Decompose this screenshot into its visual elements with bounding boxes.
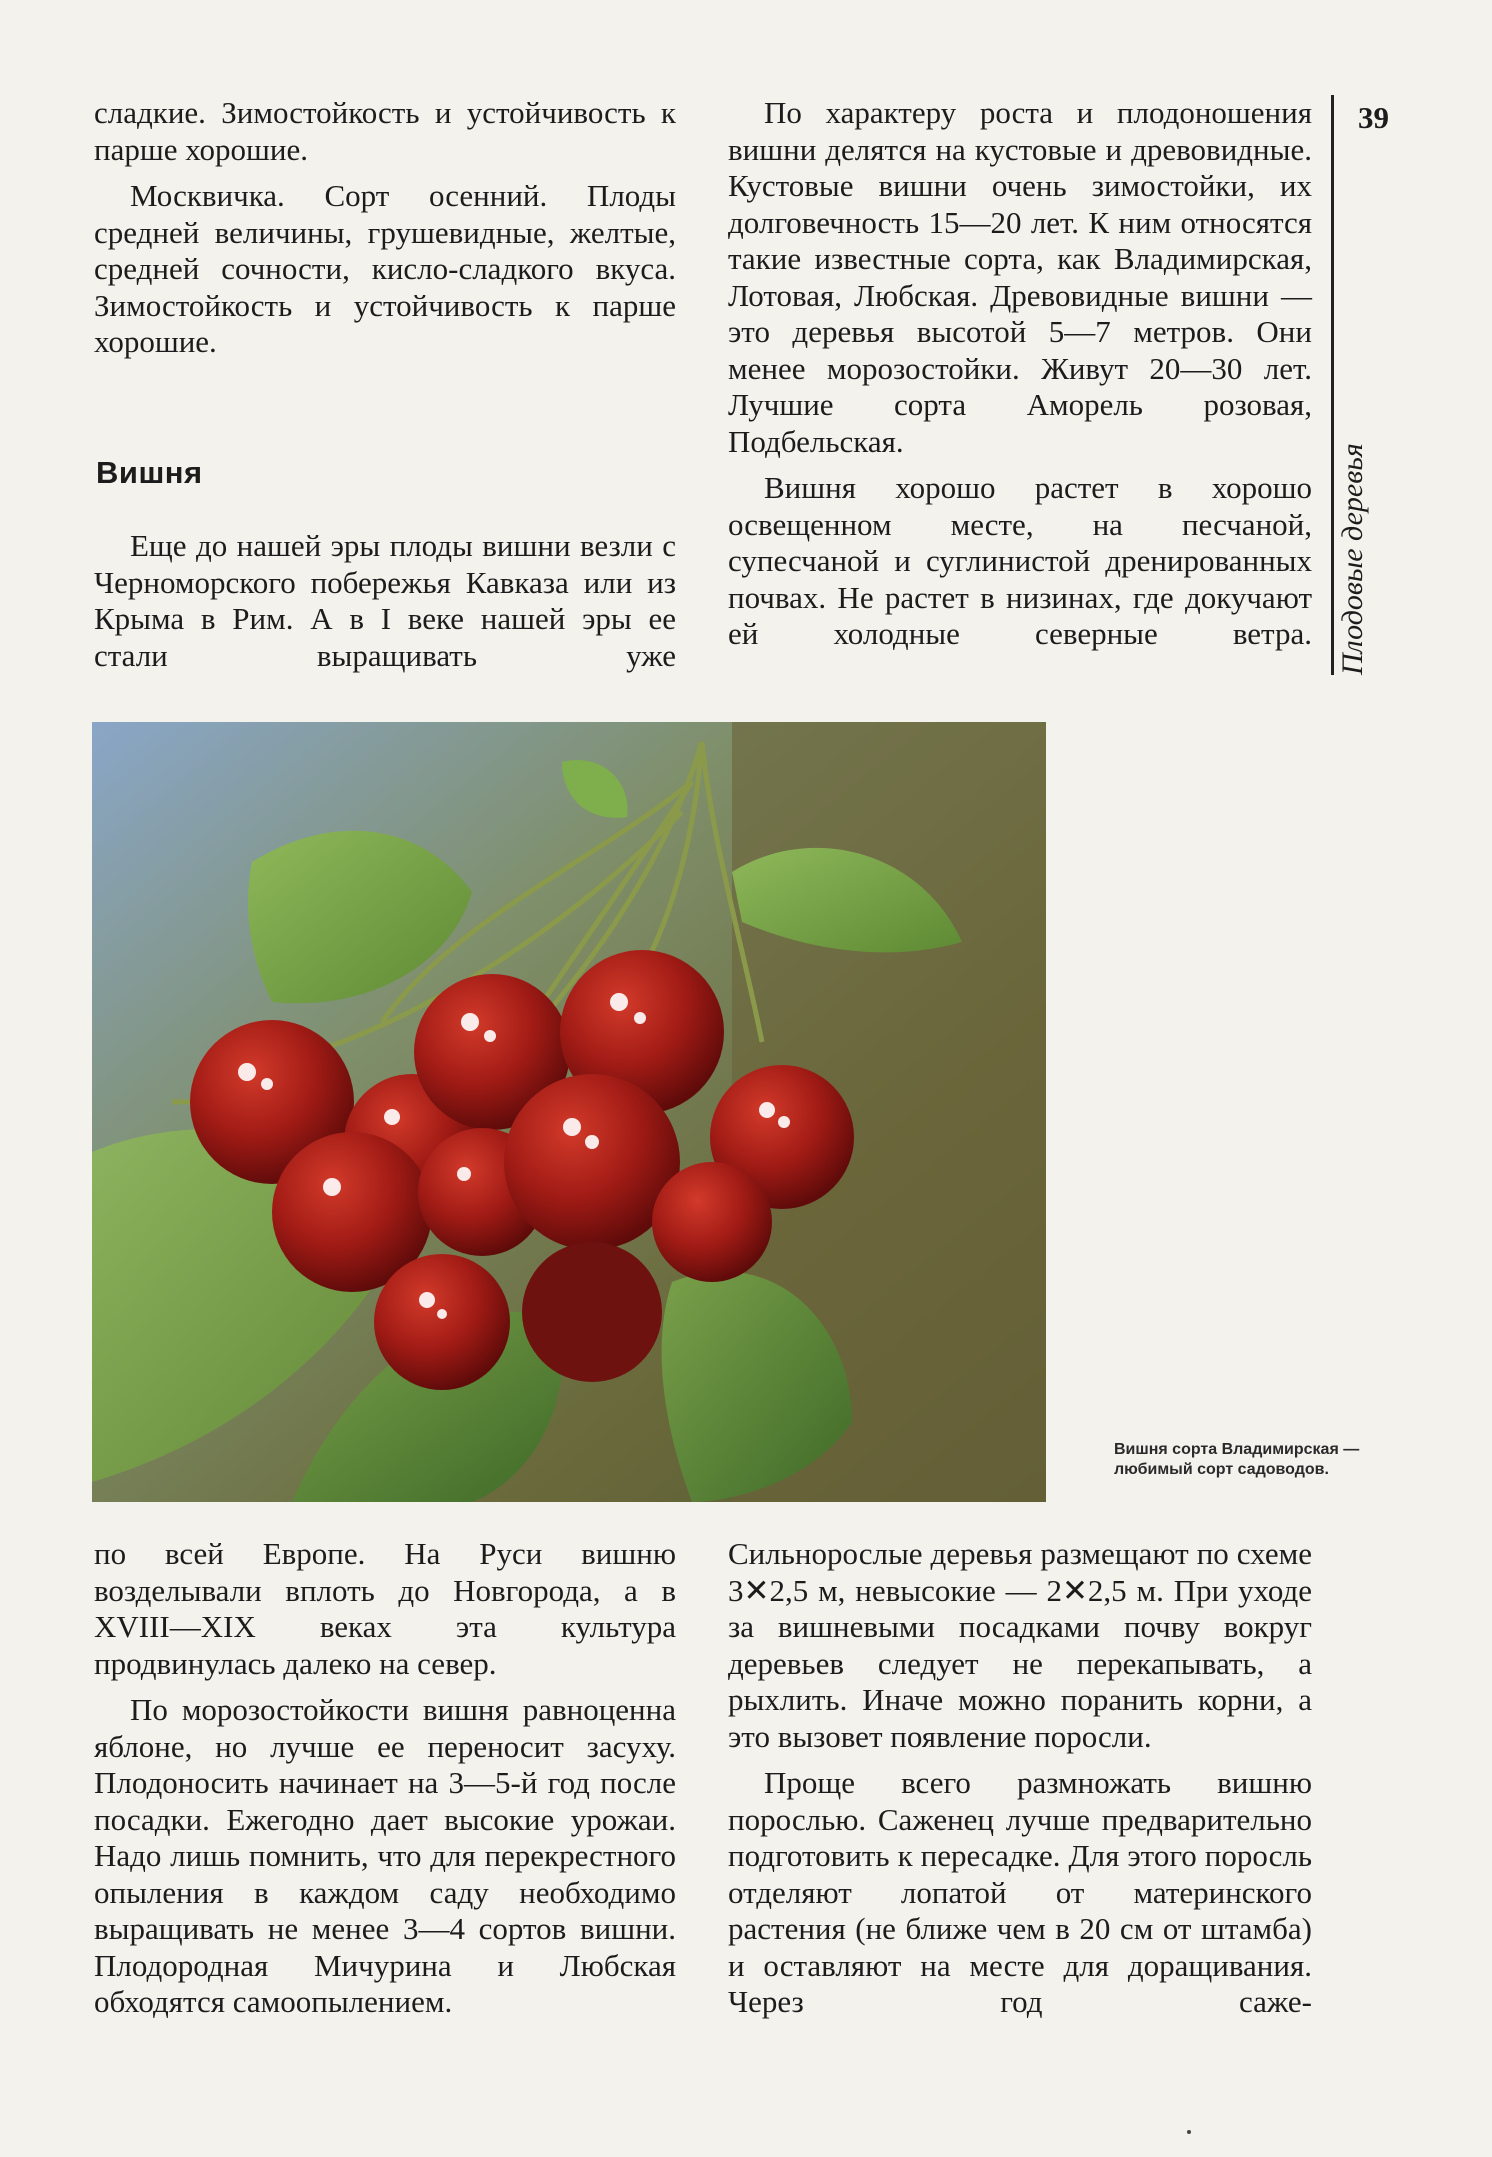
section-heading: Вишня: [96, 455, 203, 490]
paragraph: Проще всего размножать вишню порослью. Саженец лучше предварительно подготовить к пересадке. Для этого поросль отделяют лопатой от материнского растения (не ближе чем в 20 см от штамба) и оставляют на месте для доращивания. Через год саже-: [728, 1765, 1312, 2019]
top-right-column: [728, 95, 1312, 663]
page-number: 39: [1358, 100, 1389, 135]
paragraph: Вишня хорошо растет в хорошо освещенном месте, на песчаной, супесчаной и суглинистой дренированных почвах. Не растет в низинах, где докучают ей холодные северные ветра.: [728, 470, 1312, 651]
bottom-right-column: [728, 1536, 1312, 2031]
paragraph: Еще до нашей эры плоды вишни везли с Черноморского побережья Кавказа или из Крыма в Рим. А в I веке нашей эры ее стали выращивать уже: [94, 528, 676, 673]
running-section-label: Плодовые деревья: [1336, 443, 1369, 675]
paragraph: сладкие. Зимостойкость и устойчивость к парше хорошие.: [94, 95, 676, 167]
paragraph: По характеру роста и плодоношения вишни делятся на кустовые и древовидные. Кустовые вишни очень зимостойки, их долговечность 15—20 лет. К ним относятся такие известные сорта, как Владимирская, Лотовая, Любская. Древовидные вишни — это деревья высотой 5—7 метров. Они менее морозостойки. Живут 20—30 лет. Лучшие сорта Аморель розовая, Подбельская.: [728, 95, 1312, 459]
top-left-column: [94, 95, 676, 371]
photo-caption: Вишня сорта Владимирская — любимый сорт садоводов.: [1114, 1441, 1360, 1478]
paragraph: Москвичка. Сорт осенний. Плоды средней величины, грушевидные, желтые, средней сочности, кисло-сладкого вкуса. Зимостойкость и устойчивость к парше хорошие.: [94, 178, 676, 359]
paragraph: По морозостойкости вишня равноценна яблоне, но лучше ее переносит засуху. Плодоносить начинает на 3—5-й год после посадки. Ежегодно дает высокие урожаи. Надо лишь помнить, что для перекрестного опыления в каждом саду необходимо выращивать не менее 3—4 сортов вишни. Плодородная Мичурина и Любская обходятся самоопылением.: [94, 1692, 676, 2019]
top-left-column-continued: [94, 528, 676, 684]
bottom-left-column: [94, 1536, 676, 2031]
print-speck: [1187, 2130, 1191, 2134]
cherry-photo: [92, 722, 1046, 1502]
paragraph: по всей Европе. На Руси вишню возделывали вплоть до Новгорода, а в XVIII—XIX веках эта культура продвинулась далеко на север.: [94, 1536, 676, 1681]
paragraph: Сильнорослые деревья размещают по схеме 3✕2,5 м, невысокие — 2✕2,5 м. При уходе за вишневыми посадками почву вокруг деревьев следует не перекапывать, а рыхлить. Иначе можно поранить корни, а это вызовет появление поросли.: [728, 1536, 1312, 1754]
